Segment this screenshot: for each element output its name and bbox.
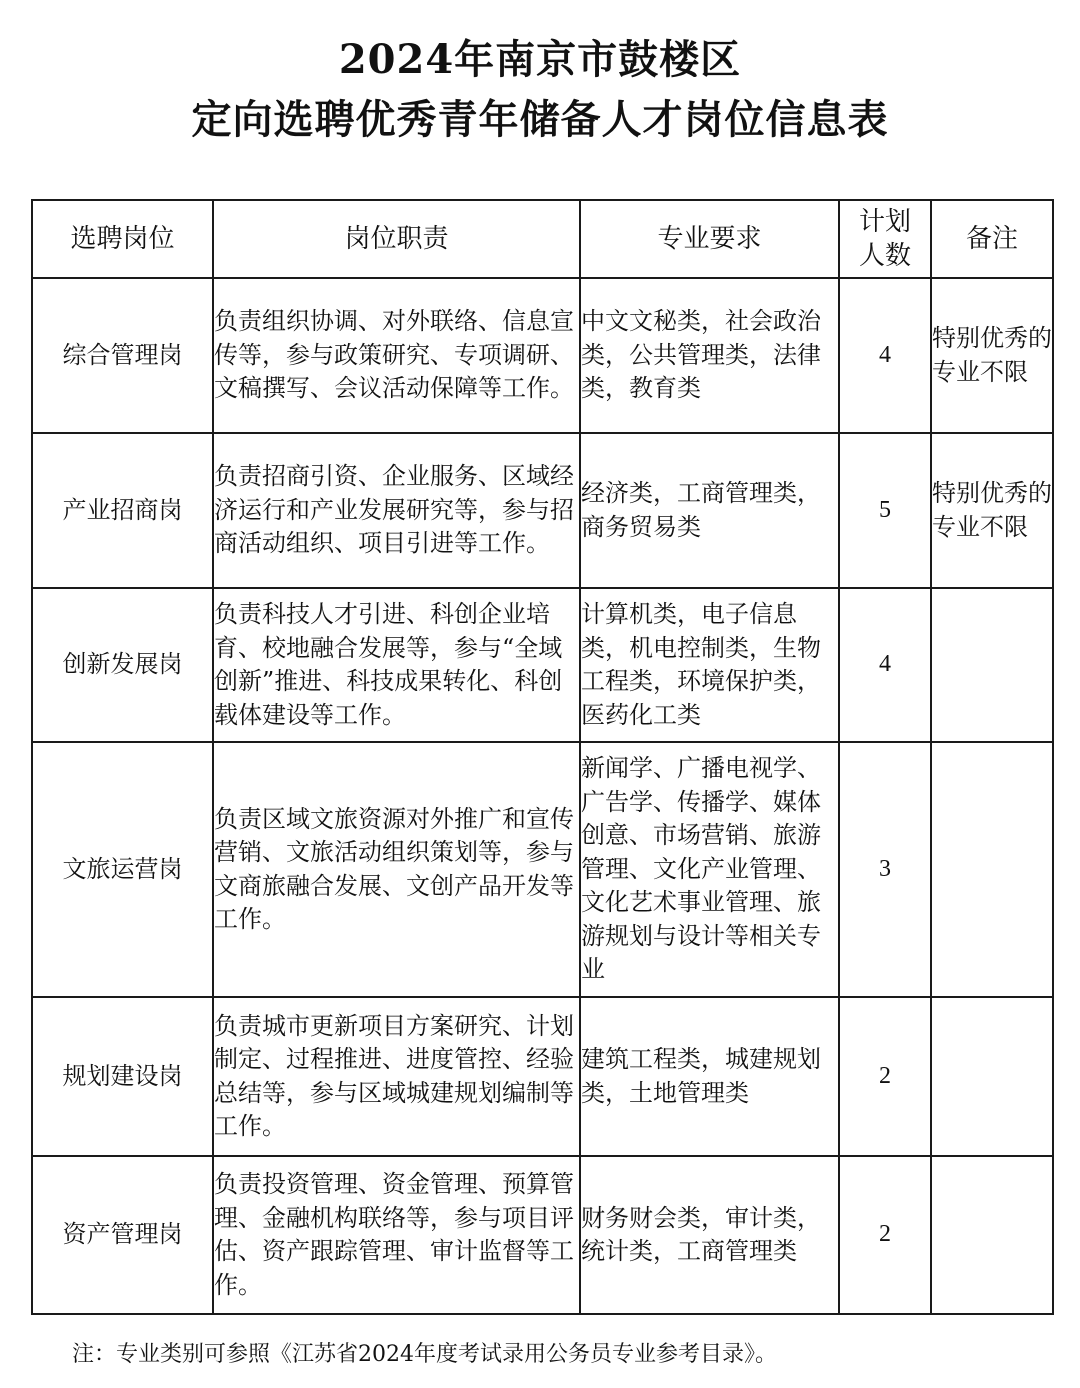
header-note: 备注: [931, 200, 1053, 278]
count-cell: 4: [839, 278, 931, 433]
count-cell: 2: [839, 997, 931, 1156]
duties-cell: 负责城市更新项目方案研究、计划制定、过程推进、进度管控、经验总结等，参与区域城建规划编制等工作。: [213, 997, 580, 1156]
header-count: [839, 200, 931, 278]
duties-cell: 负责组织协调、对外联络、信息宣传等，参与政策研究、专项调研、文稿撰写、会议活动保障等工作。: [213, 278, 580, 433]
major-cell: 新闻学、广播电视学、广告学、传播学、媒体创意、市场营销、旅游管理、文化产业管理、文化艺术事业管理、旅游规划与设计等相关专业: [580, 742, 839, 997]
table-row: [32, 997, 1053, 1156]
header-count-line-1: 计划: [858, 207, 911, 237]
note-cell: 特别优秀的专业不限: [931, 278, 1053, 433]
table-row: [32, 278, 1053, 433]
count-cell: 2: [839, 1156, 931, 1314]
note-cell: 特别优秀的专业不限: [931, 433, 1053, 588]
note-cell: [931, 1156, 1053, 1314]
position-cell: 文旅运营岗: [32, 742, 213, 997]
count-cell: 3: [839, 742, 931, 997]
title-line-2: 定向选聘优秀青年储备人才岗位信息表: [191, 96, 889, 143]
position-cell: 创新发展岗: [32, 588, 213, 742]
table-row: [32, 742, 1053, 997]
table-row: [32, 1156, 1053, 1314]
positions-table: [31, 199, 1054, 1315]
table-row: [32, 588, 1053, 742]
major-cell: 财务财会类，审计类，统计类，工商管理类: [580, 1156, 839, 1314]
duties-cell: 负责科技人才引进、科创企业培育、校地融合发展等，参与“全域创新”推进、科技成果转化、科创载体建设等工作。: [213, 588, 580, 742]
footnote: 注：专业类别可参照《江苏省2024年度考试录用公务员专业参考目录》。: [72, 1342, 777, 1367]
note-cell: [931, 997, 1053, 1156]
duties-cell: 负责投资管理、资金管理、预算管理、金融机构联络等，参与项目评估、资产跟踪管理、审计监督等工作。: [213, 1156, 580, 1314]
major-cell: 计算机类，电子信息类，机电控制类，生物工程类，环境保护类，医药化工类: [580, 588, 839, 742]
header-major: 专业要求: [580, 200, 839, 278]
table-header-row: [32, 200, 1053, 278]
position-cell: 规划建设岗: [32, 997, 213, 1156]
major-cell: 中文文秘类，社会政治类，公共管理类，法律类，教育类: [580, 278, 839, 433]
header-position: 选聘岗位: [32, 200, 213, 278]
position-cell: 资产管理岗: [32, 1156, 213, 1314]
position-cell: 产业招商岗: [32, 433, 213, 588]
major-cell: 建筑工程类，城建规划类，土地管理类: [580, 997, 839, 1156]
title-line-1: 2024年南京市鼓楼区: [338, 36, 742, 83]
duties-cell: 负责招商引资、企业服务、区域经济运行和产业发展研究等，参与招商活动组织、项目引进等工作。: [213, 433, 580, 588]
major-cell: 经济类，工商管理类，商务贸易类: [580, 433, 839, 588]
note-cell: [931, 742, 1053, 997]
duties-cell: 负责区域文旅资源对外推广和宣传营销、文旅活动组织策划等，参与文商旅融合发展、文创产品开发等工作。: [213, 742, 580, 997]
count-cell: 4: [839, 588, 931, 742]
position-cell: 综合管理岗: [32, 278, 213, 433]
header-count-line-2: 人数: [858, 241, 911, 271]
count-cell: 5: [839, 433, 931, 588]
header-duties: 岗位职责: [213, 200, 580, 278]
note-cell: [931, 588, 1053, 742]
table-row: [32, 433, 1053, 588]
